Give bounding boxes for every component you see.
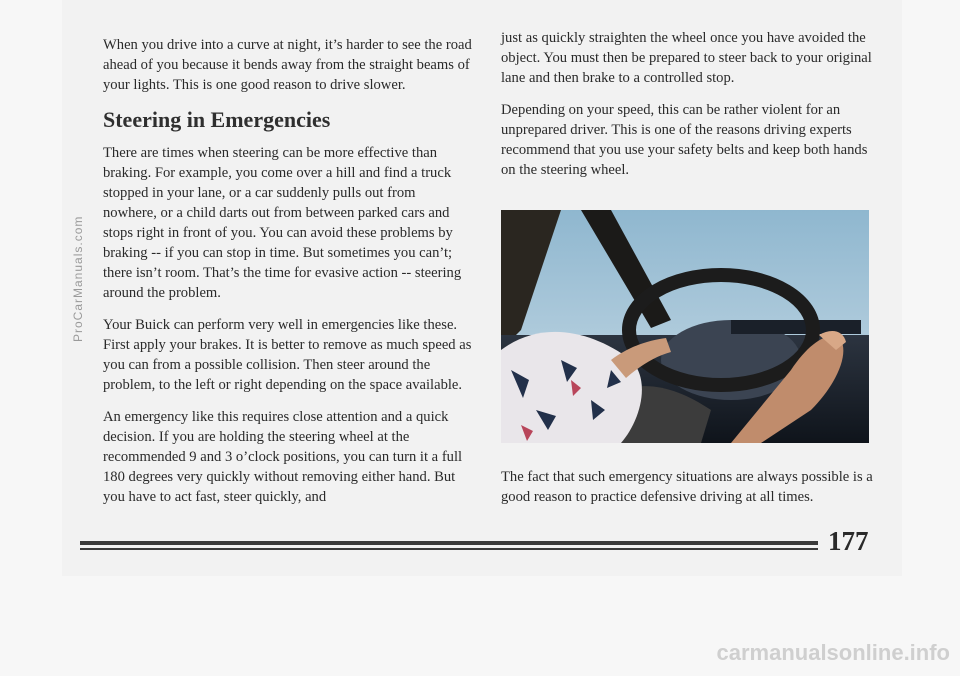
photo-caption: The fact that such emergency situations are always possible is a good reason to practice defensive driving at all times. bbox=[501, 469, 873, 505]
photo-caption-container bbox=[501, 467, 883, 519]
section-heading: Steering in Emergencies bbox=[103, 107, 331, 132]
paragraph-straighten-wheel: just as quickly straighten the wheel once you have avoided the object. You must then be prepared to steer back to your original lane and then brake to a controlled stop. bbox=[501, 30, 872, 86]
paragraph-safety-belts: Depending on your speed, this can be rather violent for an unprepared driver. This is one of the reasons driving experts recommend that you use your safety belts and keep both hands on the steering wheel. bbox=[501, 102, 868, 178]
steering-wheel-photo bbox=[501, 210, 869, 443]
watermark: ProCarManuals.com bbox=[71, 215, 85, 342]
right-column bbox=[501, 28, 881, 192]
paragraph-buick-emergencies: Your Buick can perform very well in emergencies like these. First apply your brakes. It is better to remove as much speed as you can from a possible collision. Then steer around the problem, to the left or right depending on the space available. bbox=[103, 317, 472, 393]
page-number: 177 bbox=[828, 526, 869, 556]
footer-rule-thick bbox=[80, 541, 818, 545]
paragraph-night-curves: When you drive into a curve at night, it’s harder to see the road ahead of you because it bends away from the straight beams of your lights. This is one good reason to drive slower. bbox=[103, 37, 472, 93]
paragraph-quick-decision: An emergency like this requires close attention and a quick decision. If you are holding the steering wheel at the recommended 9 and 3 o’clock positions, you can turn it a full 180 degrees very quickly without removing either hand. But you have to act fast, steer quickly, and bbox=[103, 409, 463, 505]
footer-rule-thin bbox=[80, 548, 818, 550]
footer-site-watermark: carmanualsonline.info bbox=[716, 640, 950, 665]
paragraph-steering-vs-braking: There are times when steering can be more effective than braking. For example, you come over a hill and find a truck stopped in your lane, or a car suddenly pulls out from nowhere, or a child darts out from between parked cars and stops right in front of you. You can avoid these problems by braking -- if you can stop in time. But sometimes you can’t; there isn’t room. That’s the time for evasive action -- steering around the problem. bbox=[103, 145, 462, 301]
left-column bbox=[103, 35, 473, 519]
